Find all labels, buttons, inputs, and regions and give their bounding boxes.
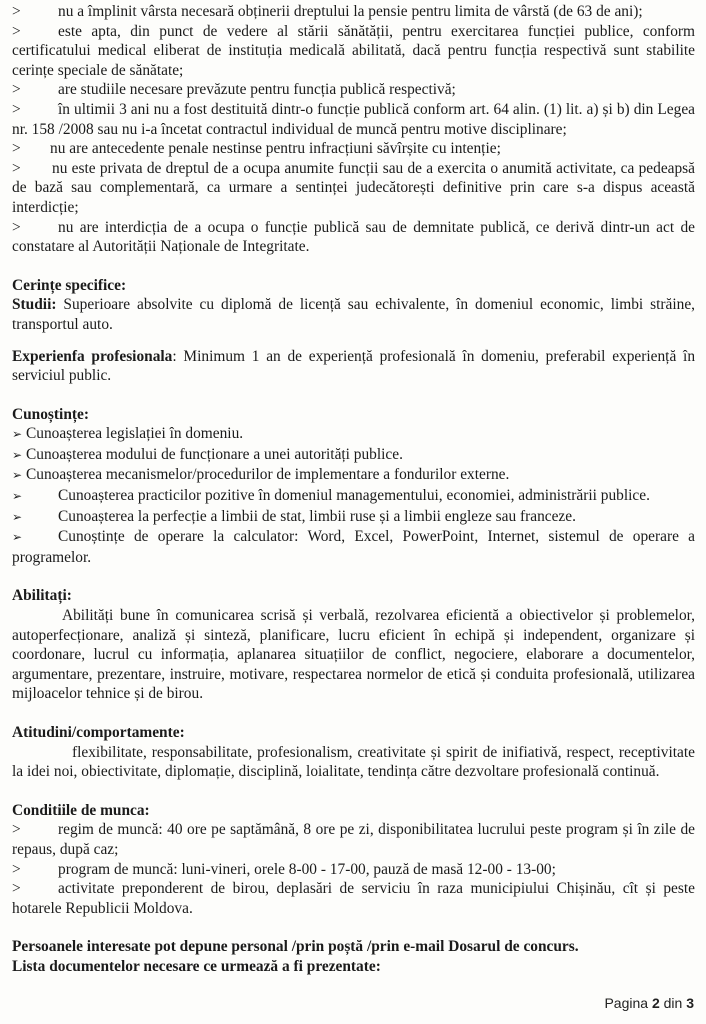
- section-heading: Cunoștințe:: [12, 405, 89, 423]
- section-heading: Abilitați:: [12, 587, 72, 605]
- list-item: > regim de muncă: 40 ore pe saptămână, 8 ore pe zi, disponibilitatea lucrului peste program și în zile de repaus, după caz;: [12, 821, 695, 858]
- bullet-marker: >: [12, 22, 21, 40]
- documents-list-intro: Lista documentelor necesare ce urmează a fi prezentate:: [12, 957, 381, 975]
- studies-label: Studii:: [12, 296, 57, 314]
- section-heading: Cerințe specifice:: [12, 276, 127, 294]
- list-item: > activitate preponderent de birou, deplasări de serviciu în raza municipiului Chișinău, cît și peste hotarele Republicii Moldova.: [12, 880, 695, 917]
- attitudes-section: [12, 723, 695, 782]
- studies-paragraph: Studii: Superioare absolvite cu diplomă de licență sau echivalente, în domeniul economic, limbi străine, transportul auto.: [12, 296, 695, 333]
- abilities-section: [12, 586, 695, 704]
- bullet-marker: >: [12, 821, 21, 839]
- section-heading: Atitudini/comportamente:: [12, 724, 185, 741]
- bullet-marker: >: [12, 140, 21, 158]
- closing-section: [12, 937, 695, 976]
- arrow-bullet-icon: ➢: [12, 427, 23, 442]
- bullet-marker: >: [12, 100, 21, 118]
- list-item: ➢ Cunoașterea legislației în domeniu.: [12, 424, 695, 445]
- arrow-bullet-icon: ➢: [12, 509, 23, 524]
- page-number: Pagina 2 din 3: [604, 995, 694, 1011]
- bullet-marker: >: [12, 218, 21, 236]
- bullet-marker: >: [12, 860, 21, 878]
- list-item: ➢ Cunoașterea modului de funcționare a unei autorități publice.: [12, 445, 695, 466]
- list-item: > nu a împlinit vârsta necesară obținerii dreptului la pensie pentru limita de vârstă (de 63 de ani);: [12, 3, 643, 20]
- bullet-marker: >: [12, 159, 21, 177]
- bullet-marker: >: [12, 3, 21, 20]
- specific-requirements-section: [12, 276, 695, 386]
- list-item: > este apta, din punct de vedere al stării sănătății, pentru exercitarea funcției publice, conform certificatului medical eliberat de instituția medicală abilitată, dacă pentru funcția respectivă sunt stabilite cerințe speciale de sănătate;: [12, 22, 695, 79]
- attitudes-text: flexibilitate, responsabilitate, profesionalism, creativitate și spirit de inifiativă, respect, receptivitate la idei noi, obiectivitate, diplomație, disciplină, loialitate, tendința către dezvoltare profesională continuă.: [12, 743, 695, 781]
- list-item: ➢ Cunoașterea la perfecție a limbii de stat, limbii ruse și a limbii engleze sau franceze.: [12, 507, 695, 528]
- list-item: > nu are interdicția de a ocupa o funcție publică sau de demnitate publică, ce derivă dintr-un act de constatare al Autorității Naționale de Integritate.: [12, 218, 695, 256]
- arrow-bullet-icon: ➢: [12, 489, 23, 504]
- list-item: > program de muncă: luni-vineri, orele 8-00 - 17-00, pauză de masă 12-00 - 13-00;: [12, 860, 556, 878]
- list-item: > are studiile necesare prevăzute pentru funcția publică respectivă;: [12, 81, 456, 99]
- abilities-text: Abilități bune în comunicarea scrisă și verbală, rezolvarea eficientă a obiectivelor și problemelor, autoperfecționare, analiză și sinteză, planificare, lucru eficient în echipă și independent, organizare și coordonare, lucrul cu informația, aplanarea situațiilor de conflict, negociere, elaborare a documentelor, argumentare, prezentare, instruire, motivare, respectarea normelor de etică și conduita profesională, utilizarea mijloacelor tehnice și de birou.: [12, 607, 695, 703]
- arrow-bullet-icon: ➢: [12, 468, 23, 483]
- list-item: ➢ Cunoștințe de operare la calculator: Word, Excel, PowerPoint, Internet, sistemul de operare a programelor.: [12, 528, 695, 566]
- arrow-bullet-icon: ➢: [12, 530, 23, 545]
- knowledge-section: [12, 405, 695, 568]
- bullet-marker: >: [12, 81, 21, 99]
- list-item: > nu este privata de dreptul de a ocupa anumite funcții sau de a exercita o anumită activitate, ca pedeapsă de bază sau complementară, ca urmare a sentinței judecătorești definitive prin care s-a dispus această interdicție;: [12, 159, 695, 216]
- bullet-marker: >: [12, 880, 21, 898]
- list-item: ➢ Cunoașterea practicilor pozitive în domeniul managementului, economiei, administrării publice.: [12, 486, 695, 507]
- work-conditions-section: [12, 801, 695, 919]
- experience-paragraph: Experienfa profesionala: Minimum 1 an de experiență profesională în domeniu, preferabil experiență în serviciul public.: [12, 347, 696, 385]
- list-item: ➢ Cunoașterea mecanismelor/procedurilor de implementare a fondurilor externe.: [12, 465, 695, 486]
- general-requirements-list: [12, 2, 695, 257]
- list-item: > nu are antecedente penale nestinse pentru infracțiuni săvîrșite cu intenție;: [12, 140, 501, 158]
- arrow-bullet-icon: ➢: [12, 447, 23, 462]
- document-page: [12, 2, 695, 977]
- experience-label: Experienfa profesionala: [12, 347, 173, 365]
- section-heading: Conditiile de munca:: [12, 801, 150, 819]
- list-item: > în ultimii 3 ani nu a fost destituită dintr-o funcție publică conform art. 64 alin. (1) lit. a) și b) din Legea nr. 158 /2008 sau nu i-a încetat contractul individual de muncă pentru motive disciplinare;: [12, 100, 695, 138]
- submission-note: Persoanele interesate pot depune personal /prin poștă /prin e-mail Dosarul de concurs.: [12, 938, 579, 956]
